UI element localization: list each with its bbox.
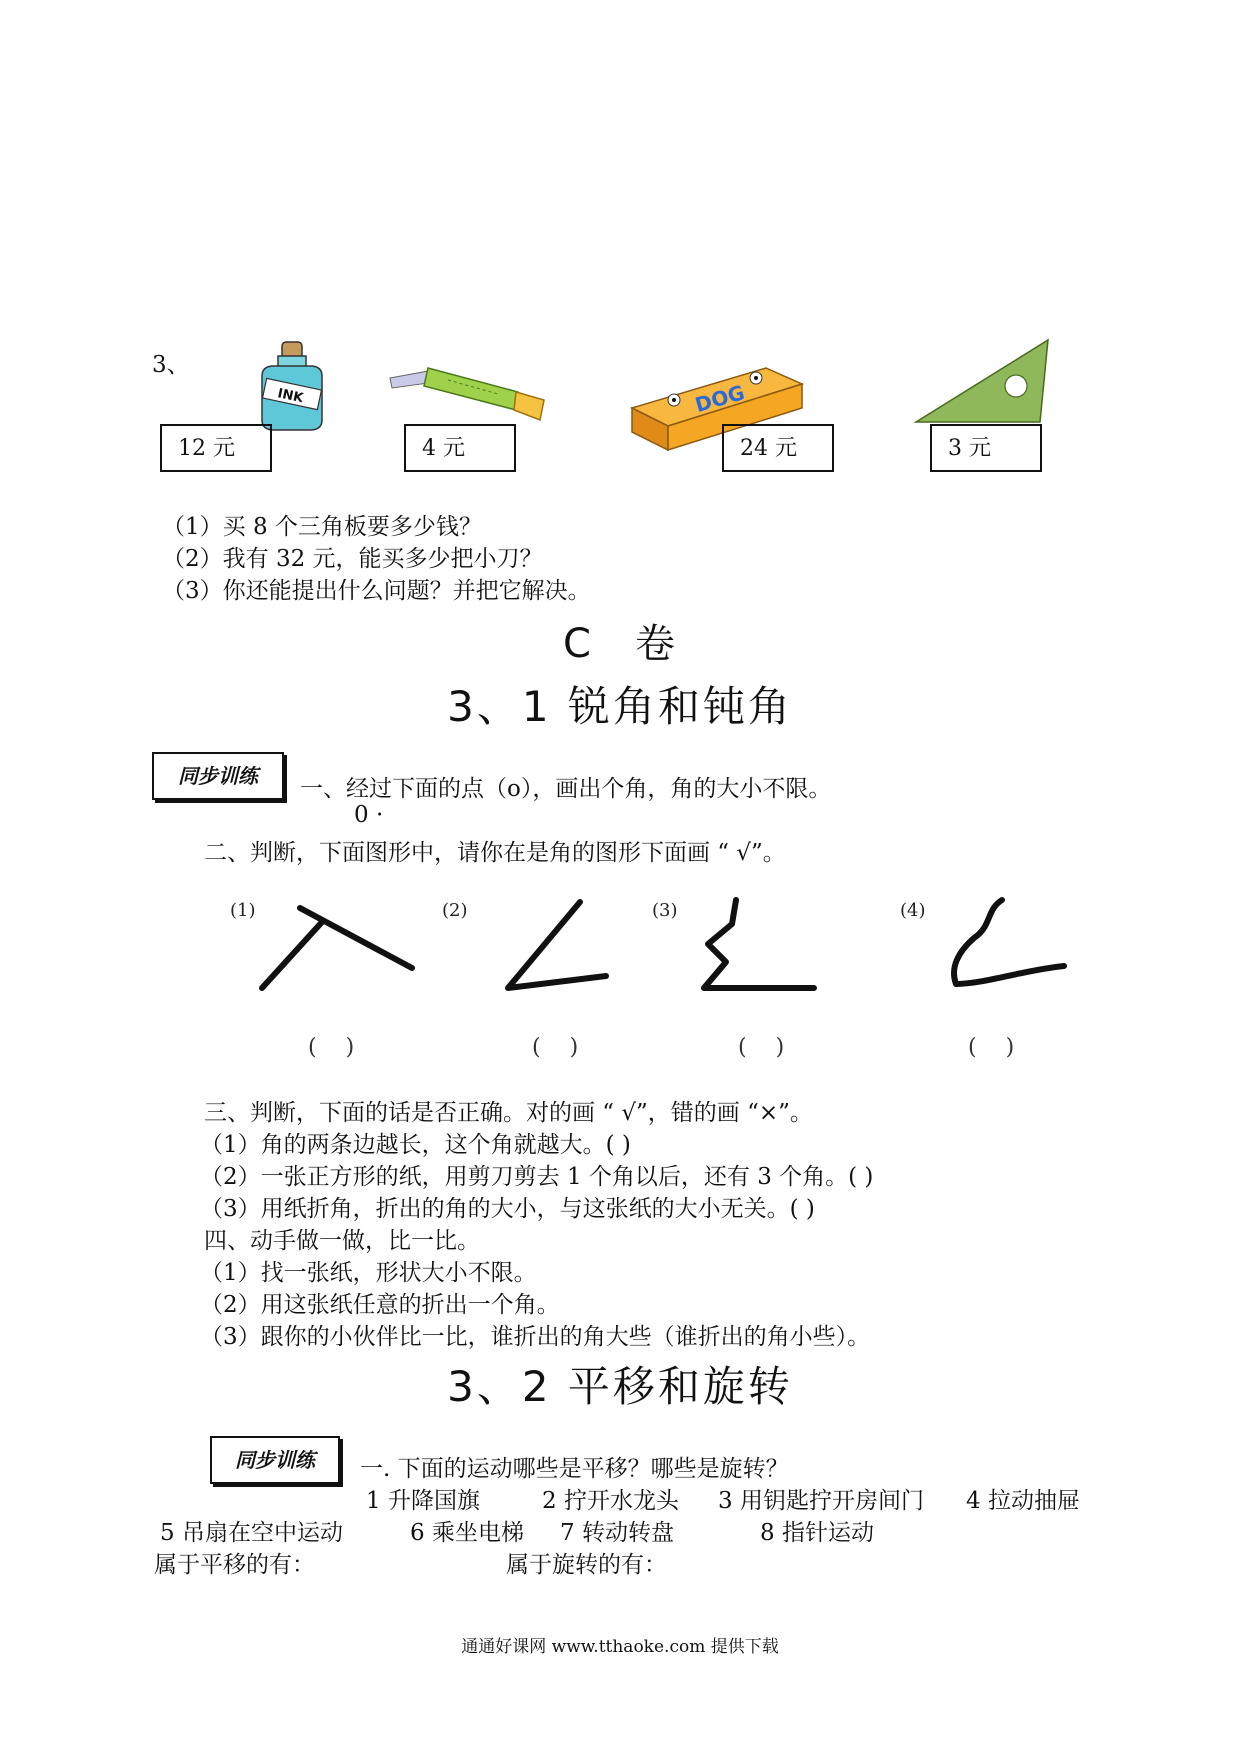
price-triangle: 3 元 <box>930 424 1042 472</box>
figure-2-angle <box>498 892 616 1002</box>
knife-image <box>388 362 552 424</box>
motion-6: 6 乘坐电梯 <box>410 1520 524 1546</box>
page-footer: 通通好课网 www.tthaoke.com 提供下载 <box>461 1637 779 1657</box>
price-pencil-box: 24 元 <box>722 424 834 472</box>
figure-3-zigzag <box>690 892 822 1004</box>
figure-label-2: (2) <box>442 900 468 921</box>
section-31-q4: 四、动手做一做，比一比。 <box>204 1228 480 1254</box>
section-32-q1: 一. 下面的运动哪些是平移？哪些是旋转？ <box>360 1456 789 1482</box>
section-31-q3-item-1: （1）角的两条边越长，这个角就越大。( ) <box>200 1132 631 1158</box>
figure-label-1: (1) <box>230 900 256 921</box>
question-3: （3）你还能提出什么问题？并把它解决。 <box>162 578 591 604</box>
section-31-q4-item-1: （1）找一张纸，形状大小不限。 <box>200 1260 537 1286</box>
answer-blank-1[interactable]: ( ) <box>308 1035 355 1060</box>
section-31-q4-item-3: （3）跟你的小伙伴比一比，谁折出的角大些（谁折出的角小些）。 <box>200 1324 871 1350</box>
question-2: （2）我有 32 元，能买多少把小刀？ <box>162 546 543 572</box>
question-1: （1）买 8 个三角板要多少钱？ <box>162 514 482 540</box>
motion-7: 7 转动转盘 <box>560 1520 674 1546</box>
price-knife: 4 元 <box>404 424 516 472</box>
figure-4-curve <box>944 892 1074 1002</box>
section-31-q1: 一、经过下面的点（o），画出个角，角的大小不限。 <box>300 776 832 802</box>
pencil-box-label-text: DOG <box>692 380 748 418</box>
section-31-q3-item-2: （2）一张正方形的纸，用剪刀剪去 1 个角以后，还有 3 个角。( ) <box>200 1164 874 1190</box>
ink-bottle-image <box>254 340 330 432</box>
sync-training-badge-32: 同步训练 <box>210 1436 340 1484</box>
motion-2: 2 拧开水龙头 <box>542 1488 679 1514</box>
point-o-label: 0 · <box>354 802 384 828</box>
answer-blank-2[interactable]: ( ) <box>532 1035 579 1060</box>
answer-blank-3[interactable]: ( ) <box>738 1035 785 1060</box>
motion-1: 1 升降国旗 <box>366 1488 480 1514</box>
translation-answer-label: 属于平移的有： <box>154 1552 315 1578</box>
section-31-q3: 三、判断，下面的话是否正确。对的画 “ √”，错的画 “×”。 <box>204 1100 813 1126</box>
price-ink: 12 元 <box>160 424 272 472</box>
rotation-answer-label: 属于旋转的有： <box>506 1552 667 1578</box>
section-31-title: 3、1 锐角和钝角 <box>447 682 793 731</box>
problem-number: 3、 <box>152 352 190 378</box>
figure-label-3: (3) <box>652 900 678 921</box>
figure-1-open-lines <box>250 892 420 1004</box>
triangle-ruler-image <box>912 336 1052 426</box>
sync-training-badge-31: 同步训练 <box>152 752 284 800</box>
ink-label-text: INK <box>276 386 305 407</box>
motion-5: 5 吊扇在空中运动 <box>160 1520 343 1546</box>
motion-3: 3 用钥匙拧开房间门 <box>718 1488 924 1514</box>
answer-blank-4[interactable]: ( ) <box>968 1035 1015 1060</box>
motion-8: 8 指针运动 <box>760 1520 874 1546</box>
motion-4: 4 拉动抽屉 <box>966 1488 1080 1514</box>
section-31-q2: 二、判断，下面图形中，请你在是角的图形下面画 “ √”。 <box>204 840 786 866</box>
section-31-q3-item-3: （3）用纸折角，折出的角的大小，与这张纸的大小无关。( ) <box>200 1196 815 1222</box>
section-c-title: C 卷 <box>563 621 677 667</box>
section-32-title: 3、2 平移和旋转 <box>447 1362 793 1411</box>
section-31-q4-item-2: （2）用这张纸任意的折出一个角。 <box>200 1292 560 1318</box>
figure-label-4: (4) <box>900 900 926 921</box>
